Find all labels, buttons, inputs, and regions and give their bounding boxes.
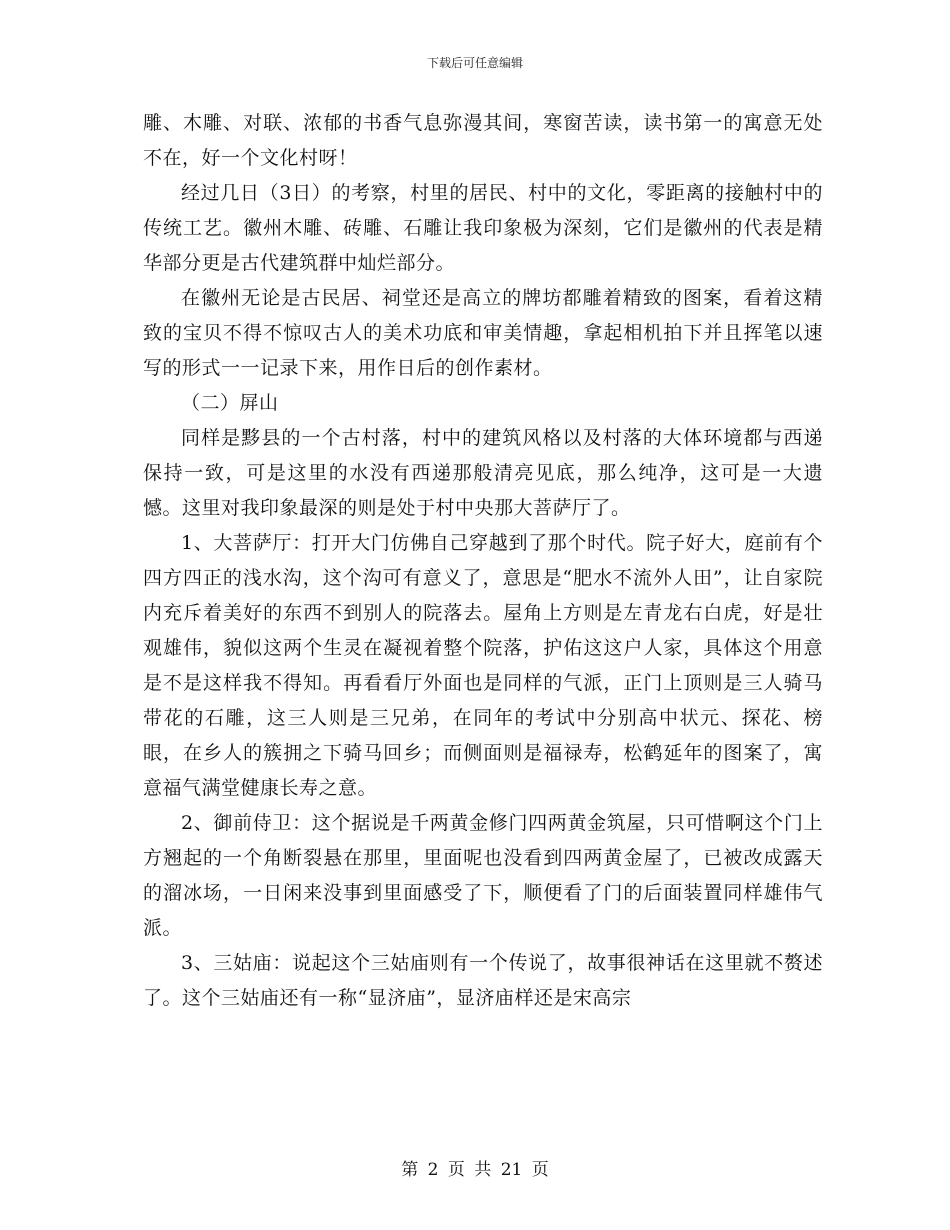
paragraph: 雕、木雕、对联、浓郁的书香气息弥漫其间，寒窗苦读，读书第一的寓意无处不在，好一个文化村呀！ xyxy=(143,112,823,169)
section-heading: （二）屏山 xyxy=(181,392,279,414)
paragraph: 1、大菩萨厅：打开大门仿佛自己穿越到了那个时代。院子好大，庭前有个四方四正的浅水沟，这个沟可有意义了，意思是“肥水不流外人田”，让自家院内充斥着美好的东西不到别人的院落去。屋角上方则是左青龙右白虎，好是壮观雄伟，貌似这两个生灵在凝视着整个院落，护佑这这户人家，具体这个用意是不是这样我不得知。再看看厅外面也是同样的气派，正门上顶则是三人骑马带花的石雕，这三人则是三兄弟，在同年的考试中分别高中状元、探花、榜眼，在乡人的簇拥之下骑马回乡；而侧面则是福禄寿，松鹤延年的图案了，寓意福气满堂健康长寿之意。 xyxy=(143,532,823,799)
page-footer: 第 2 页 共 21 页 xyxy=(401,1160,549,1180)
paragraph: 经过几日（3日）的考察，村里的居民、村中的文化，零距离的接触村中的传统工艺。徽州木雕、砖雕、石雕让我印象极为深刻，它们是徽州的代表是精华部分更是古代建筑群中灿烂部分。 xyxy=(143,182,823,274)
paragraph: 3、三姑庙：说起这个三姑庙则有一个传说了，故事很神话在这里就不赘述了。这个三姑庙还有一称“显济庙”，显济庙样还是宋高宗 xyxy=(143,952,823,1009)
body-text xyxy=(143,106,823,1016)
paragraph: 在徽州无论是古民居、祠堂还是高立的牌坊都雕着精致的图案，看着这精致的宝贝不得不惊叹古人的美术功底和审美情趣，拿起相机拍下并且挥笔以速写的形式一一记录下来，用作日后的创作素材。 xyxy=(143,287,823,379)
page-header: 下载后可任意编辑 xyxy=(426,56,523,70)
paragraph: 2、御前侍卫：这个据说是千两黄金修门四两黄金筑屋，只可惜啊这个门上方翘起的一个角断裂悬在那里，里面呢也没看到四两黄金屋了，已被改成露天的溜冰场，一日闲来没事到里面感受了下，顺便看了门的后面装置同样雄伟气派。 xyxy=(143,812,823,939)
paragraph: 同样是黟县的一个古村落，村中的建筑风格以及村落的大体环境都与西递保持一致，可是这里的水没有西递那般清亮见底，那么纯净，这可是一大遗憾。这里对我印象最深的则是处于村中央那大菩萨厅了。 xyxy=(143,427,823,519)
